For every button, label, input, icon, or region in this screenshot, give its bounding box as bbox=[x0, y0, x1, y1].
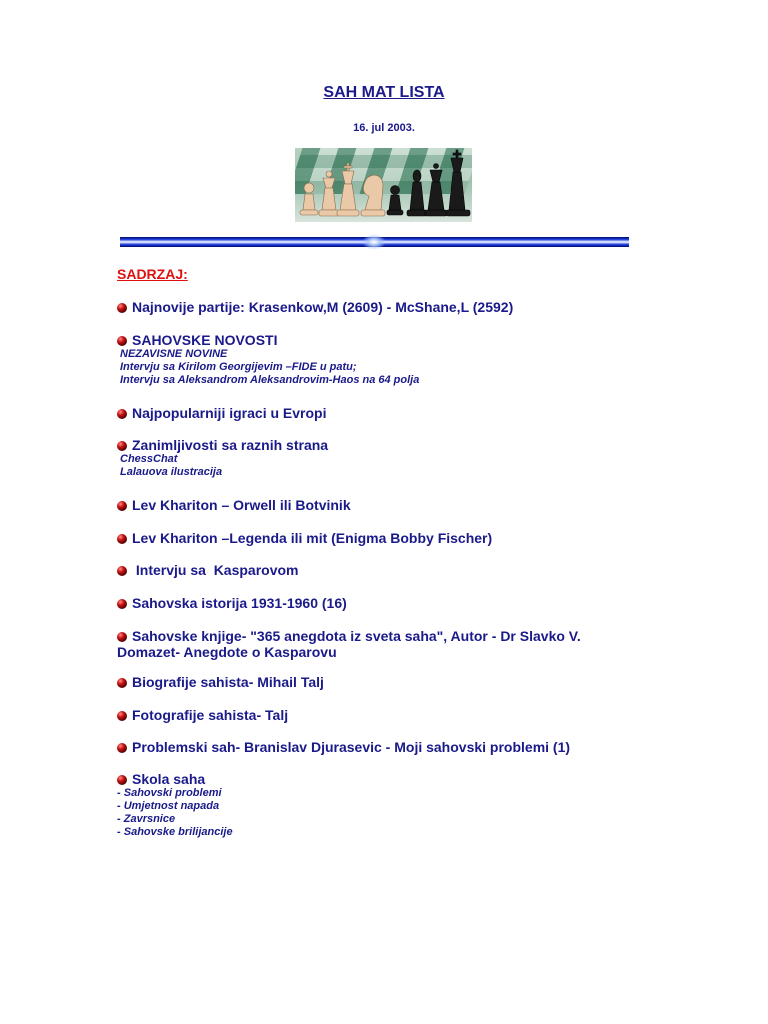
toc-item-orwell-ili-botvinik[interactable] bbox=[117, 497, 677, 513]
bullet-icon bbox=[117, 599, 127, 609]
toc-item-biografije[interactable] bbox=[117, 674, 677, 690]
toc-subitem[interactable]: NEZAVISNE NOVINE bbox=[120, 348, 228, 360]
toc-subitem[interactable]: ChessChat bbox=[120, 453, 178, 465]
toc-item-najnovije-partije[interactable] bbox=[117, 299, 677, 315]
decorative-divider bbox=[120, 237, 629, 247]
toc-item-problemski-sah[interactable] bbox=[117, 739, 677, 755]
toc-subitem[interactable]: Lalauova ilustracija bbox=[120, 466, 223, 478]
bullet-icon bbox=[117, 678, 127, 688]
toc-item-label: Najnovije partije: Krasenkow,M (2609) - McShane,L (2592) bbox=[132, 299, 514, 315]
toc-item-label: Zanimljivosti sa raznih strana bbox=[132, 437, 329, 453]
bullet-icon bbox=[117, 775, 127, 785]
bullet-icon bbox=[117, 409, 127, 419]
toc-subitem[interactable]: - Sahovski problemi bbox=[117, 787, 222, 799]
bullet-icon bbox=[117, 743, 127, 753]
document-title: SAH MAT LISTA bbox=[323, 84, 445, 101]
toc-item-sahovske-novosti[interactable] bbox=[117, 332, 677, 387]
contents-heading: SADRZAJ: bbox=[117, 266, 188, 282]
toc-item-fotografije[interactable] bbox=[117, 707, 677, 723]
toc-item-najpopularniji-igraci[interactable] bbox=[117, 405, 677, 421]
bullet-icon bbox=[117, 336, 127, 346]
toc-item-label: Sahovske knjige- "365 anegdota iz sveta saha", Autor - Dr Slavko V. bbox=[132, 628, 581, 644]
toc-item-intervju-kasparov[interactable] bbox=[117, 562, 677, 578]
bullet-icon bbox=[117, 501, 127, 511]
toc-subitem[interactable]: - Sahovske brilijancije bbox=[117, 826, 233, 838]
toc-subitem[interactable]: - Umjetnost napada bbox=[117, 800, 220, 812]
toc-item-label: Biografije sahista- Mihail Talj bbox=[132, 674, 324, 690]
bullet-icon bbox=[117, 534, 127, 544]
toc-item-label: Najpopularniji igraci u Evropi bbox=[132, 405, 327, 421]
toc-item-label: SAHOVSKE NOVOSTI bbox=[132, 332, 278, 348]
toc-item-legenda-ili-mit[interactable] bbox=[117, 530, 677, 546]
bullet-icon bbox=[117, 711, 127, 721]
toc-item-label-continued: Domazet- Anegdote o Kasparovu bbox=[117, 644, 337, 660]
toc-item-label: Skola saha bbox=[132, 771, 206, 787]
toc-item-label: Sahovska istorija 1931-1960 (16) bbox=[132, 595, 347, 611]
toc-item-label: Lev Khariton –Legenda ili mit (Enigma Bobby Fischer) bbox=[132, 530, 493, 546]
chess-pieces-banner bbox=[295, 148, 472, 222]
bullet-icon bbox=[117, 632, 127, 642]
chess-pieces-illustration bbox=[295, 148, 472, 222]
bullet-icon bbox=[117, 566, 127, 576]
toc-item-zanimljivosti[interactable] bbox=[117, 437, 677, 479]
toc-item-label: Lev Khariton – Orwell ili Botvinik bbox=[132, 497, 351, 513]
toc-subitem[interactable]: - Zavrsnice bbox=[117, 813, 176, 825]
toc-item-sahovske-knjige[interactable] bbox=[117, 628, 677, 660]
toc-item-label: Intervju sa Kasparovom bbox=[132, 562, 299, 578]
toc-subitem[interactable]: Intervju sa Kirilom Georgijevim –FIDE u patu; bbox=[120, 361, 357, 373]
toc-subitem[interactable]: Intervju sa Aleksandrom Aleksandrovim-Haos na 64 polja bbox=[120, 374, 420, 386]
bullet-icon bbox=[117, 303, 127, 313]
toc-item-sahovska-istorija[interactable] bbox=[117, 595, 677, 611]
bullet-icon bbox=[117, 441, 127, 451]
toc-item-skola-saha[interactable] bbox=[117, 771, 677, 839]
toc-item-label: Fotografije sahista- Talj bbox=[132, 707, 289, 723]
toc-item-label: Problemski sah- Branislav Djurasevic - Moji sahovski problemi (1) bbox=[132, 739, 571, 755]
issue-date: 16. jul 2003. bbox=[353, 122, 415, 134]
